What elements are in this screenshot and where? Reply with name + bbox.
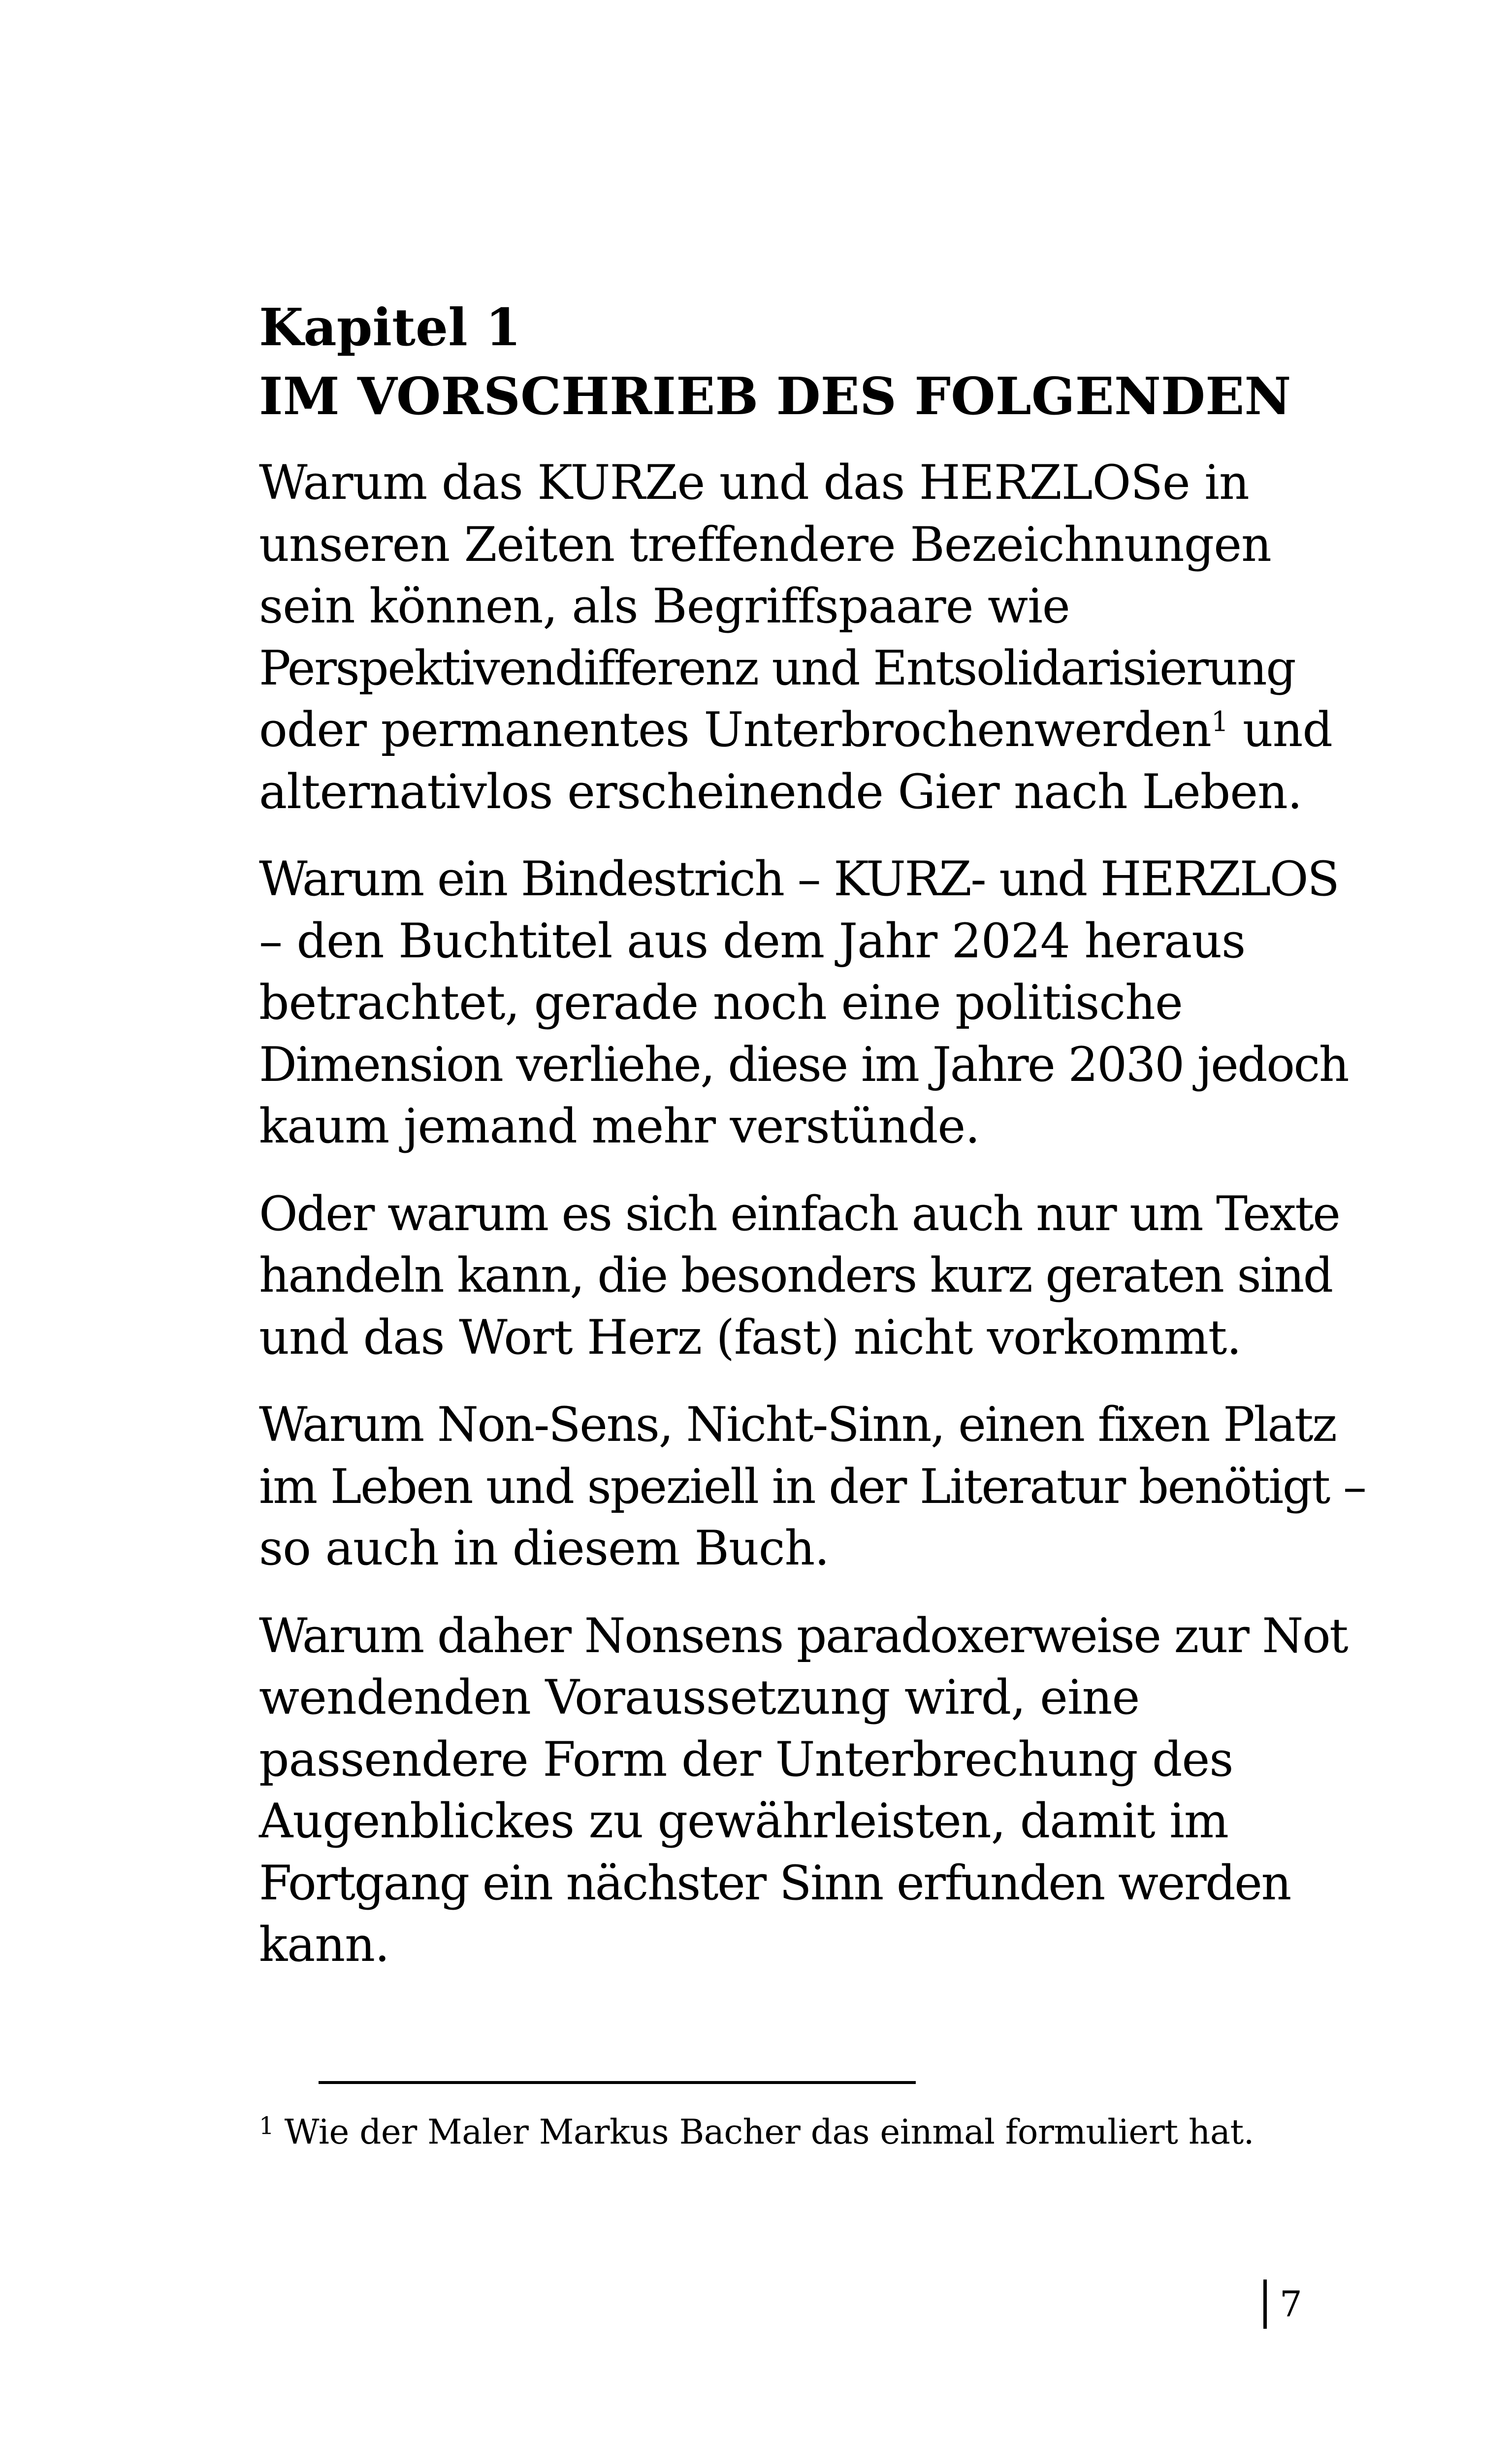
chapter-label: Kapitel 1 — [259, 297, 521, 358]
footnote-divider — [319, 2081, 916, 2084]
text-line: alternativlos erscheinende Gier nach Leben. — [259, 764, 1302, 819]
footnote-text: Wie der Maler Markus Bacher das einmal formuliert hat. — [274, 2113, 1255, 2152]
text-line: Oder warum es sich einfach auch nur um Texte — [259, 1186, 1340, 1241]
chapter-title: IM VORSCHRIEB DES FOLGENDEN — [259, 366, 1291, 426]
text-line: so auch in diesem Buch. — [259, 1521, 829, 1576]
paragraph-1 — [259, 452, 1357, 823]
text-line: unseren Zeiten treffendere Bezeichnungen — [259, 517, 1271, 572]
text-line: Fortgang ein nächster Sinn erfunden werden — [259, 1855, 1290, 1911]
chapter-heading — [259, 293, 1342, 431]
text-line: kaum jemand mehr verstünde. — [259, 1099, 980, 1154]
paragraph-3 — [259, 1183, 1357, 1369]
paragraph-2 — [259, 848, 1357, 1158]
paragraph-5 — [259, 1605, 1357, 1976]
text-line: betrachtet, gerade noch eine politische — [259, 975, 1183, 1030]
text-line-end: und — [1228, 702, 1332, 757]
text-line: Warum das KURZe und das HERZLOSe in — [259, 455, 1249, 510]
text-line: – den Buchtitel aus dem Jahr 2024 heraus — [259, 913, 1246, 969]
text-line-with-footnote — [259, 699, 1357, 761]
body-text — [259, 452, 1366, 2002]
text-line: Dimension verliehe, diese im Jahre 2030 jedoch — [259, 1037, 1349, 1092]
text-line: Warum Non-Sens, Nicht-Sinn, einen fixen Platz — [259, 1397, 1336, 1452]
text-line: Augenblickes zu gewährleisten, damit im — [259, 1793, 1228, 1849]
page-number-block — [1263, 2278, 1302, 2331]
text-line: sein können, als Begriffspaare wie — [259, 579, 1070, 634]
text-line: und das Wort Herz (fast) nicht vorkommt. — [259, 1309, 1241, 1365]
page-number: 7 — [1280, 2283, 1302, 2325]
footnote-marker: 1 — [259, 2112, 274, 2140]
text-line: handeln kann, die besonders kurz geraten sind — [259, 1248, 1332, 1303]
text-line: Warum ein Bindestrich – KURZ- und HERZLOS — [259, 851, 1339, 907]
footnote — [259, 2110, 1391, 2154]
text-line: passendere Form der Unterbrechung des — [259, 1731, 1233, 1787]
paragraph-4 — [259, 1394, 1366, 1580]
text-line: Perspektivendifferenz und Entsolidarisierung — [259, 640, 1295, 696]
text-line: wendenden Voraussetzung wird, eine — [259, 1670, 1140, 1725]
page-number-rule — [1263, 2280, 1267, 2329]
text-line: im Leben und speziell in der Literatur benötigt – — [259, 1459, 1366, 1514]
text-line-start: oder permanentes Unterbrochenwerden — [259, 702, 1211, 757]
text-line: Warum daher Nonsens paradoxerweise zur Not — [259, 1608, 1348, 1663]
text-line: kann. — [259, 1917, 389, 1972]
footnote-reference[interactable]: 1 — [1211, 706, 1228, 738]
